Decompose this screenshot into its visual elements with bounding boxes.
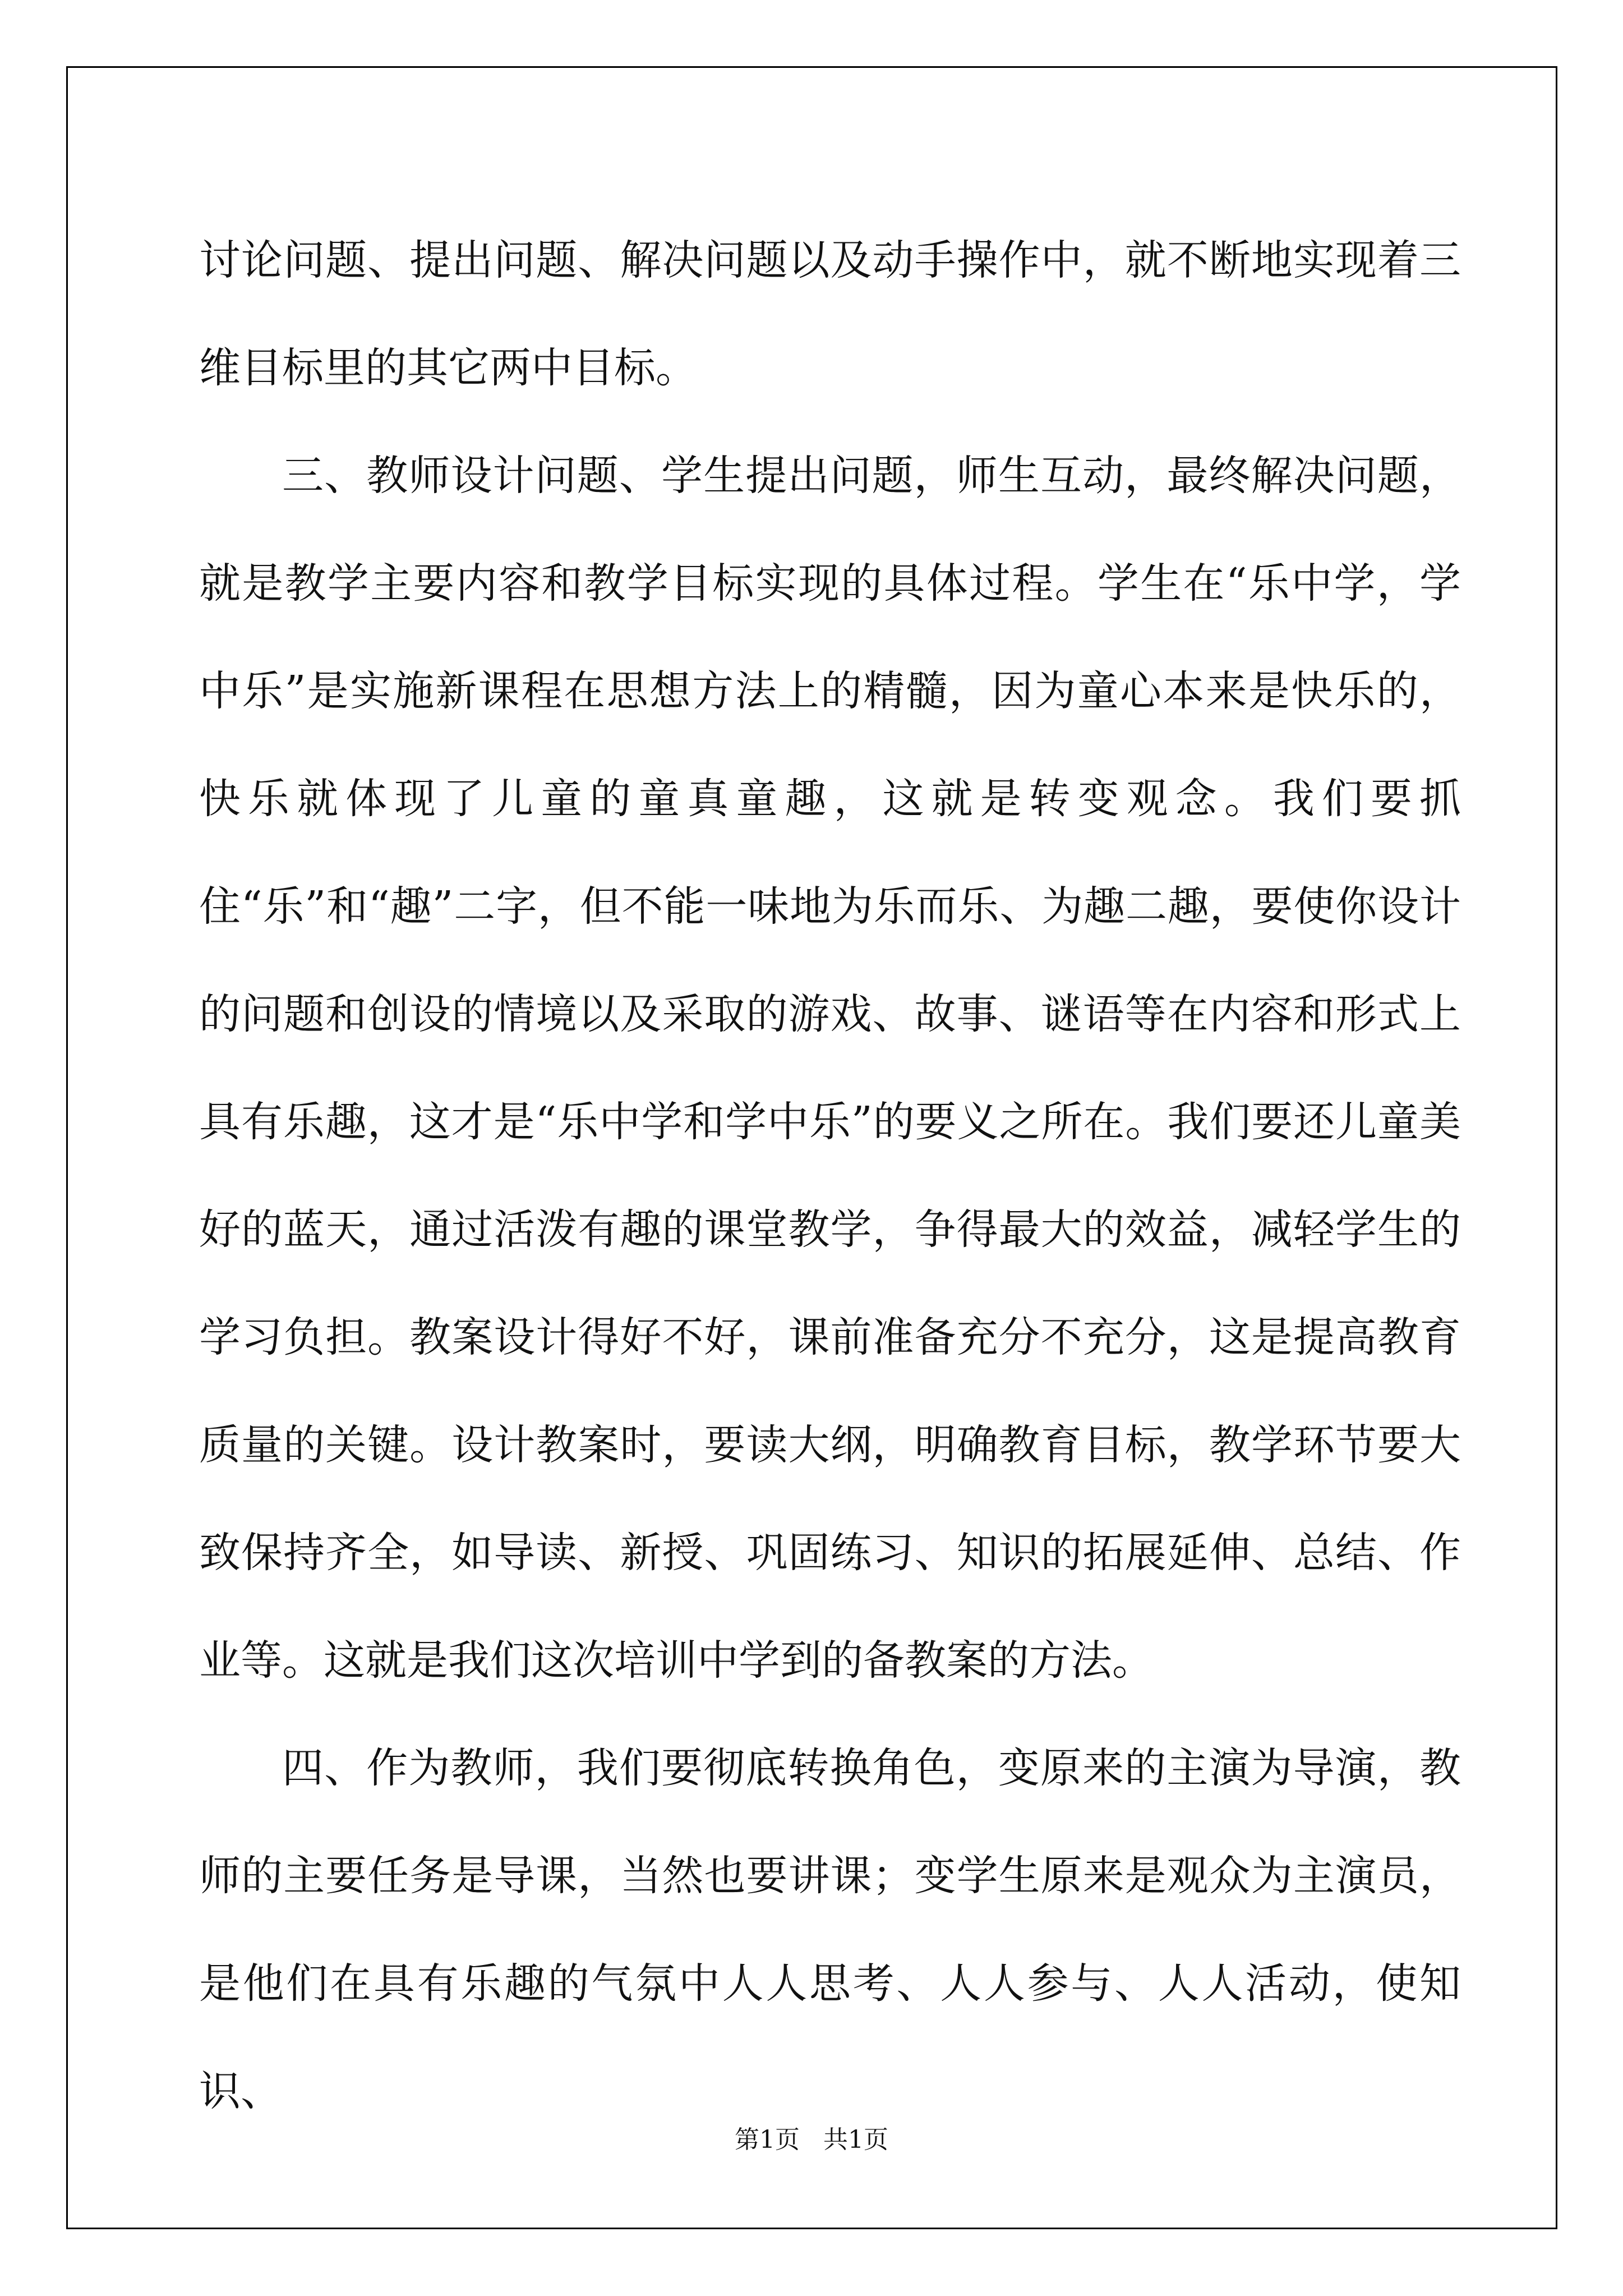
paragraph-1: 讨论问题、提出问题、解决问题以及动手操作中，就不断地实现着三维目标里的其它两中目标。: [199, 236, 1461, 392]
paragraph-3: 四、作为教师，我们要彻底转换角色，变原来的主演为导演，教师的主要任务是导课，当然也要讲课；变学生原来是观众为主演员，是他们在具有乐趣的气氛中人人思考、人人参与、人人活动，使知识、: [199, 1744, 1461, 2115]
page-footer: 第1页 共1页: [735, 2125, 888, 2154]
document-body: [199, 206, 1461, 2145]
paragraph-2: 三、教师设计问题、学生提出问题，师生互动，最终解决问题，就是教学主要内容和教学目标实现的具体过程。学生在“乐中学，学中乐”是实施新课程在思想方法上的精髓，因为童心本来是快乐的，快乐就体现了儿童的童真童趣，这就是转变观念。我们要抓住“乐”和“趣”二字，但不能一味地为乐而乐、为趣二趣，要使你设计的问题和创设的情境以及采取的游戏、故事、谜语等在内容和形式上具有乐趣，这才是“乐中学和学中乐”的要义之所在。我们要还儿童美好的蓝天，通过活泼有趣的课堂教学，争得最大的效益，减轻学生的学习负担。教案设计得好不好，课前准备充分不充分，这是提高教育质量的关键。设计教案时，要读大纲，明确教育目标，教学环节要大致保持齐全，如导读、新授、巩固练习、知识的拓展延伸、总结、作业等。这就是我们这次培训中学到的备教案的方法。: [199, 452, 1461, 1685]
